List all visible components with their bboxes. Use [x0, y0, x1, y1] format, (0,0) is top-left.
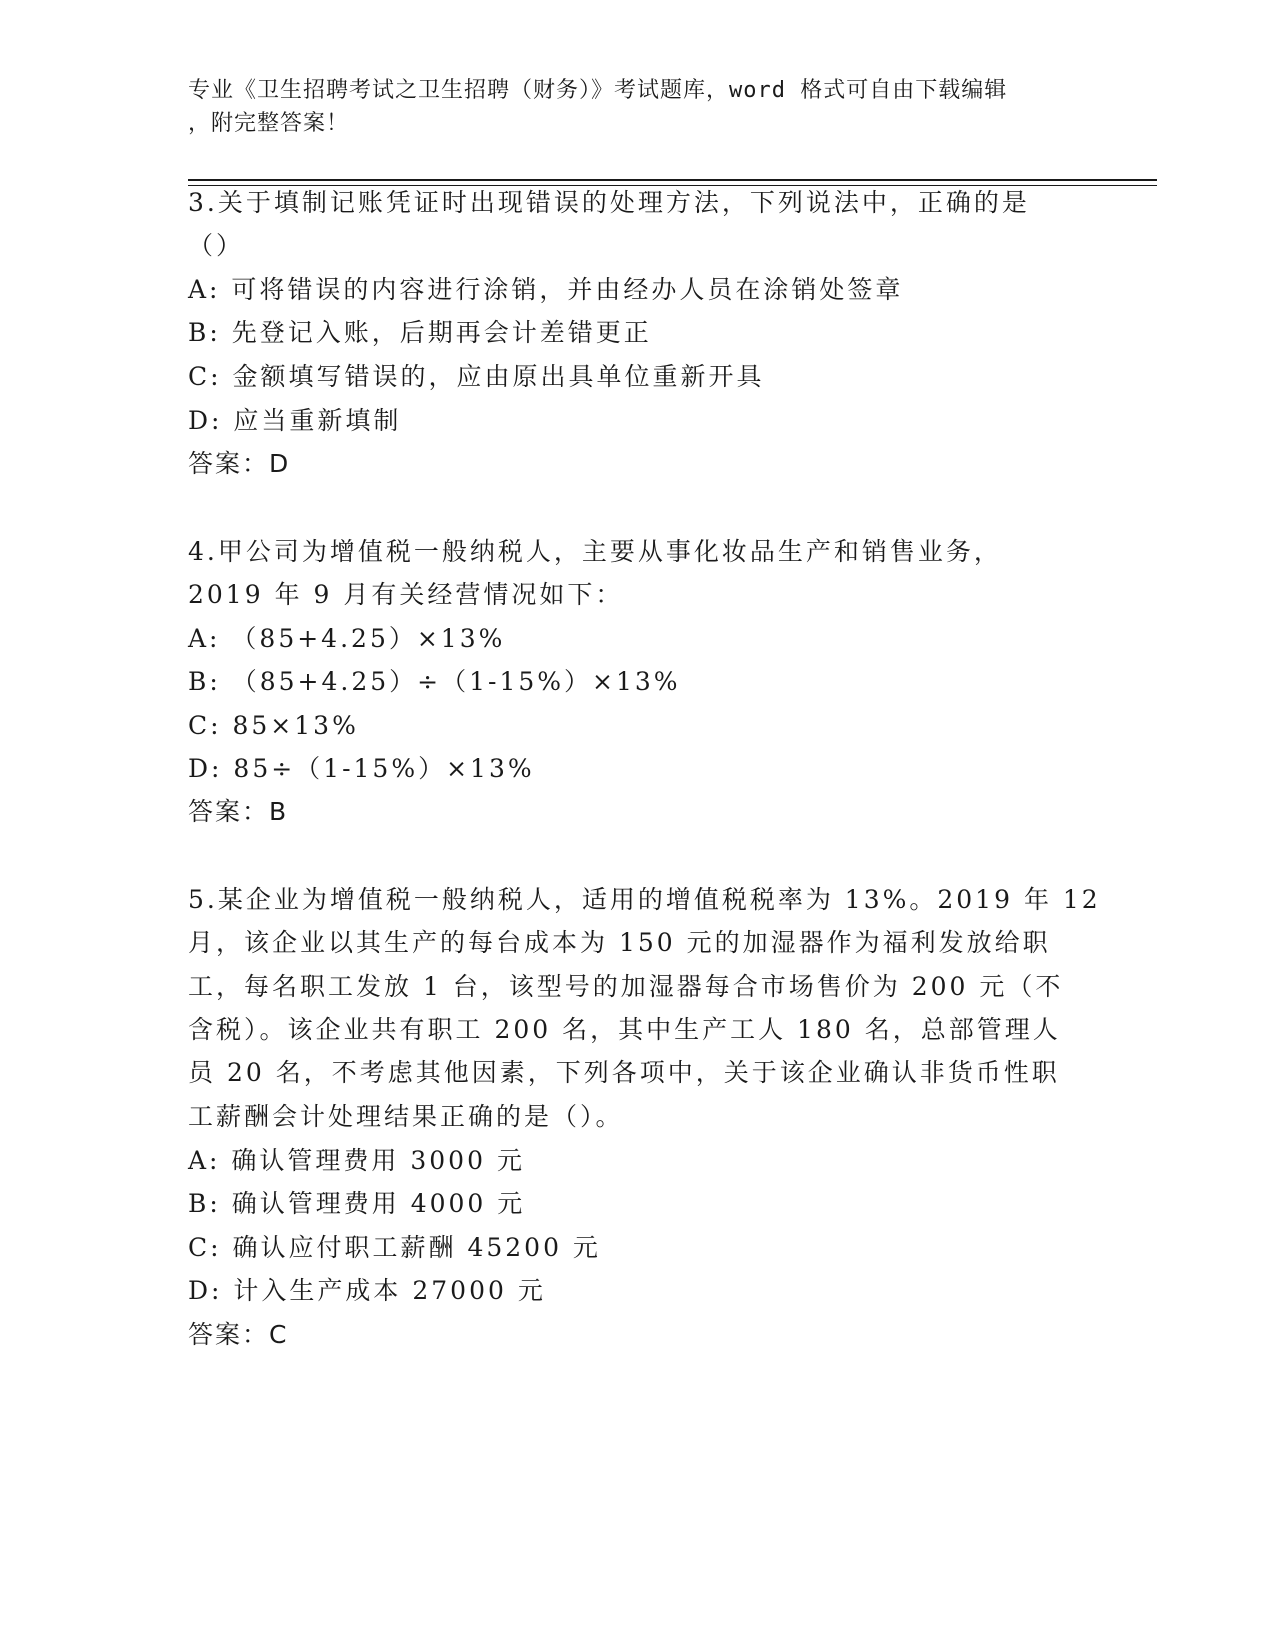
question-5-stem-line-6: 工薪酬会计处理结果正确的是（）。: [188, 1102, 624, 1131]
question-4-option-d: D: 85÷（1-15%）×13%: [188, 754, 535, 783]
question-4-answer: 答案：B: [188, 797, 289, 826]
question-4-option-b: B: （85+4.25）÷（1-15%）×13%: [188, 667, 681, 696]
question-3-option-d: D: 应当重新填制: [188, 406, 402, 435]
question-5-option-b: B: 确认管理费用 4000 元: [188, 1189, 526, 1218]
question-5-stem-line-2: 月，该企业以其生产的每台成本为 150 元的加湿器作为福利发放给职: [188, 928, 1051, 957]
question-4-option-c: C: 85×13%: [188, 711, 359, 740]
question-5-stem-line-1: 5.某企业为增值税一般纳税人，适用的增值税税率为 13%。2019 年 12: [188, 885, 1101, 914]
question-5-stem-line-4: 含税）。该企业共有职工 200 名，其中生产工人 180 名，总部管理人: [188, 1015, 1061, 1044]
question-3-option-a: A: 可将错误的内容进行涂销，并由经办人员在涂销处签章: [188, 275, 904, 304]
question-4-stem-line-1: 4.甲公司为增值税一般纳税人，主要从事化妆品生产和销售业务，: [188, 537, 1002, 566]
question-3-stem-line-2: （）: [188, 231, 245, 260]
question-3-answer: 答案：D: [188, 449, 291, 478]
question-4-stem-line-2: 2019 年 9 月有关经营情况如下：: [188, 580, 624, 609]
question-3-option-b: B: 先登记入账，后期再会计差错更正: [188, 318, 652, 347]
question-3-option-c: C: 金额填写错误的，应由原出具单位重新开具: [188, 362, 765, 391]
question-5-option-a: A: 确认管理费用 3000 元: [188, 1146, 525, 1175]
document-header: [188, 74, 1068, 140]
question-3-stem-line-1: 3.关于填制记账凭证时出现错误的处理方法，下列说法中，正确的是: [188, 188, 1030, 217]
header-divider-thick: [188, 179, 1157, 181]
question-5-stem-line-5: 员 20 名，不考虑其他因素，下列各项中，关于该企业确认非货币性职: [188, 1058, 1060, 1087]
header-divider-thin: [188, 185, 1157, 186]
question-5-option-c: C: 确认应付职工薪酬 45200 元: [188, 1233, 601, 1262]
header-line-2: ，附完整答案！: [188, 111, 350, 136]
header-line-1: 专业《卫生招聘考试之卫生招聘（财务）》考试题库，word 格式可自由下载编辑: [188, 78, 1008, 103]
question-5-answer: 答案：C: [188, 1320, 289, 1349]
question-5-option-d: D: 计入生产成本 27000 元: [188, 1276, 546, 1305]
question-4-option-a: A: （85+4.25）×13%: [188, 624, 506, 653]
question-5-stem-line-3: 工，每名职工发放 1 台，该型号的加湿器每合市场售价为 200 元（不: [188, 972, 1064, 1001]
